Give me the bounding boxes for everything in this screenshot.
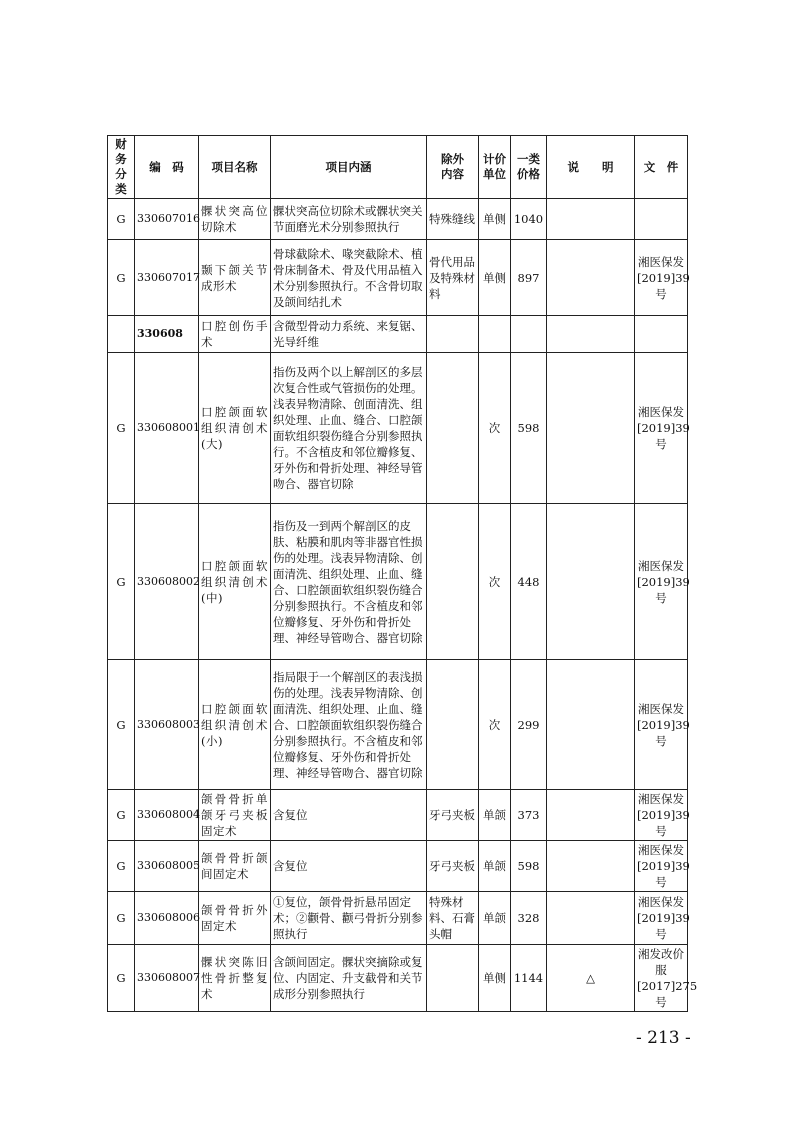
header-name: 项目名称: [199, 136, 271, 199]
cell-note: [547, 790, 635, 841]
cell-note: [547, 353, 635, 504]
cell-note: [547, 240, 635, 316]
cell-content: 含复位: [271, 790, 427, 841]
cell-code: 330608002: [135, 504, 199, 660]
table-row: [108, 790, 688, 841]
cell-document: [635, 316, 688, 353]
cell-price: 373: [511, 790, 547, 841]
cell-code: 330608004: [135, 790, 199, 841]
cell-price: 1040: [511, 199, 547, 240]
header-exclusion: 除外 内容: [427, 136, 479, 199]
cell-price: 598: [511, 841, 547, 892]
cell-document: [635, 199, 688, 240]
cell-unit: 单侧: [479, 199, 511, 240]
cell-category: G: [108, 841, 135, 892]
cell-document: 湘医保发[2019]39号: [635, 660, 688, 790]
cell-code: 330607017: [135, 240, 199, 316]
fee-schedule-table: [107, 135, 698, 1012]
table-header-row: [108, 136, 688, 199]
cell-document: 湘医保发[2019]39号: [635, 892, 688, 945]
cell-name: 髁状突高位切除术: [199, 199, 271, 240]
cell-exclusion: 骨代用品及特殊材料: [427, 240, 479, 316]
cell-category: G: [108, 892, 135, 945]
cell-note: [547, 316, 635, 353]
cell-category: G: [108, 199, 135, 240]
cell-exclusion: [427, 353, 479, 504]
table-section-row: [108, 316, 688, 353]
cell-note: [547, 841, 635, 892]
cell-unit: 单颌: [479, 841, 511, 892]
cell-unit: 单侧: [479, 945, 511, 1012]
cell-code: 330608001: [135, 353, 199, 504]
cell-document: 湘发改价服[2017]275号: [635, 945, 688, 1012]
table-row: [108, 199, 688, 240]
cell-category: G: [108, 945, 135, 1012]
cell-document: 湘医保发[2019]39号: [635, 790, 688, 841]
header-category: 财务 分类: [108, 136, 135, 199]
header-price: 一类 价格: [511, 136, 547, 199]
cell-document: 湘医保发[2019]39号: [635, 841, 688, 892]
cell-content: 髁状突高位切除术或髁状突关节面磨光术分别参照执行: [271, 199, 427, 240]
cell-content: 骨球截除术、喙突截除术、植骨床制备术、骨及代用品植入术分别参照执行。不含骨切取及颌间结扎术: [271, 240, 427, 316]
cell-unit: 单侧: [479, 240, 511, 316]
cell-exclusion: [427, 316, 479, 353]
header-unit: 计价 单位: [479, 136, 511, 199]
cell-exclusion: [427, 504, 479, 660]
cell-note: [547, 660, 635, 790]
cell-unit: 次: [479, 660, 511, 790]
table-row: [108, 660, 688, 790]
cell-price: 328: [511, 892, 547, 945]
cell-code: 330608: [135, 316, 199, 353]
cell-content: 指伤及两个以上解剖区的多层次复合性或气管损伤的处理。浅表异物清除、创面清洗、组织处理、止血、缝合、口腔颌面软组织裂伤缝合分别参照执行。不含植皮和邻位瓣修复、牙外伤和骨折处理、神经导管吻合、器官切除: [271, 353, 427, 504]
header-code: 编 码: [135, 136, 199, 199]
cell-exclusion: 牙弓夹板: [427, 790, 479, 841]
table-row: [108, 841, 688, 892]
cell-code: 330608007: [135, 945, 199, 1012]
cell-content: 含颌间固定。髁状突摘除或复位、内固定、升支截骨和关节成形分别参照执行: [271, 945, 427, 1012]
cell-unit: 次: [479, 353, 511, 504]
cell-category: G: [108, 660, 135, 790]
cell-content: 含微型骨动力系统、来复锯、光导纤维: [271, 316, 427, 353]
cell-price: 299: [511, 660, 547, 790]
cell-unit: [479, 316, 511, 353]
cell-price: 448: [511, 504, 547, 660]
cell-name: 口腔颌面软组织清创术(小): [199, 660, 271, 790]
cell-code: 330608003: [135, 660, 199, 790]
cell-name: 口腔创伤手术: [199, 316, 271, 353]
cell-name: 颌骨骨折单颌牙弓夹板固定术: [199, 790, 271, 841]
table-row: [108, 504, 688, 660]
cell-document: 湘医保发[2019]39号: [635, 240, 688, 316]
cell-name: 口腔颌面软组织清创术(中): [199, 504, 271, 660]
table-row: [108, 892, 688, 945]
cell-code: 330607016: [135, 199, 199, 240]
cell-unit: 单颌: [479, 892, 511, 945]
cell-name: 髁状突陈旧性骨折整复术: [199, 945, 271, 1012]
cell-content: 指局限于一个解剖区的表浅损伤的处理。浅表异物清除、创面清洗、组织处理、止血、缝合、口腔颌面软组织裂伤缝合分别参照执行。不含植皮和邻位瓣修复、牙外伤和骨折处理、神经导管吻合、器官切除: [271, 660, 427, 790]
cell-content: 含复位: [271, 841, 427, 892]
cell-exclusion: 特殊缝线: [427, 199, 479, 240]
cell-content: ①复位，颌骨骨折悬吊固定术；②颧骨、颧弓骨折分别参照执行: [271, 892, 427, 945]
cell-category: G: [108, 353, 135, 504]
page-number: - 213 -: [636, 1028, 691, 1048]
table-row: [108, 945, 688, 1012]
cell-price: 897: [511, 240, 547, 316]
cell-category: G: [108, 504, 135, 660]
cell-price: [511, 316, 547, 353]
cell-note: [547, 892, 635, 945]
cell-exclusion: 特殊材料、石膏头帽: [427, 892, 479, 945]
cell-document: 湘医保发[2019]39号: [635, 353, 688, 504]
cell-exclusion: [427, 945, 479, 1012]
header-note: 说 明: [547, 136, 635, 199]
cell-category: [108, 316, 135, 353]
cell-exclusion: [427, 660, 479, 790]
cell-note: △: [547, 945, 635, 1012]
cell-name: 颌骨骨折外固定术: [199, 892, 271, 945]
cell-document: 湘医保发[2019]39号: [635, 504, 688, 660]
cell-price: 598: [511, 353, 547, 504]
table-row: [108, 353, 688, 504]
cell-content: 指伤及一到两个解剖区的皮肤、粘膜和肌肉等非器官性损伤的处理。浅表异物清除、创面清洗、组织处理、止血、缝合、口腔颌面软组织裂伤缝合分别参照执行。不含植皮和邻位瓣修复、牙外伤和骨折处理、神经导管吻合、器官切除: [271, 504, 427, 660]
table-row: [108, 240, 688, 316]
cell-name: 颞下颌关节成形术: [199, 240, 271, 316]
cell-code: 330608006: [135, 892, 199, 945]
cell-note: [547, 504, 635, 660]
cell-category: G: [108, 240, 135, 316]
cell-unit: 单颌: [479, 790, 511, 841]
header-document: 文 件: [635, 136, 688, 199]
cell-unit: 次: [479, 504, 511, 660]
header-content: 项目内涵: [271, 136, 427, 199]
cell-name: 颌骨骨折颌间固定术: [199, 841, 271, 892]
cell-price: 1144: [511, 945, 547, 1012]
cell-note: [547, 199, 635, 240]
cell-code: 330608005: [135, 841, 199, 892]
cell-exclusion: 牙弓夹板: [427, 841, 479, 892]
cell-category: G: [108, 790, 135, 841]
cell-name: 口腔颌面软组织清创术(大): [199, 353, 271, 504]
